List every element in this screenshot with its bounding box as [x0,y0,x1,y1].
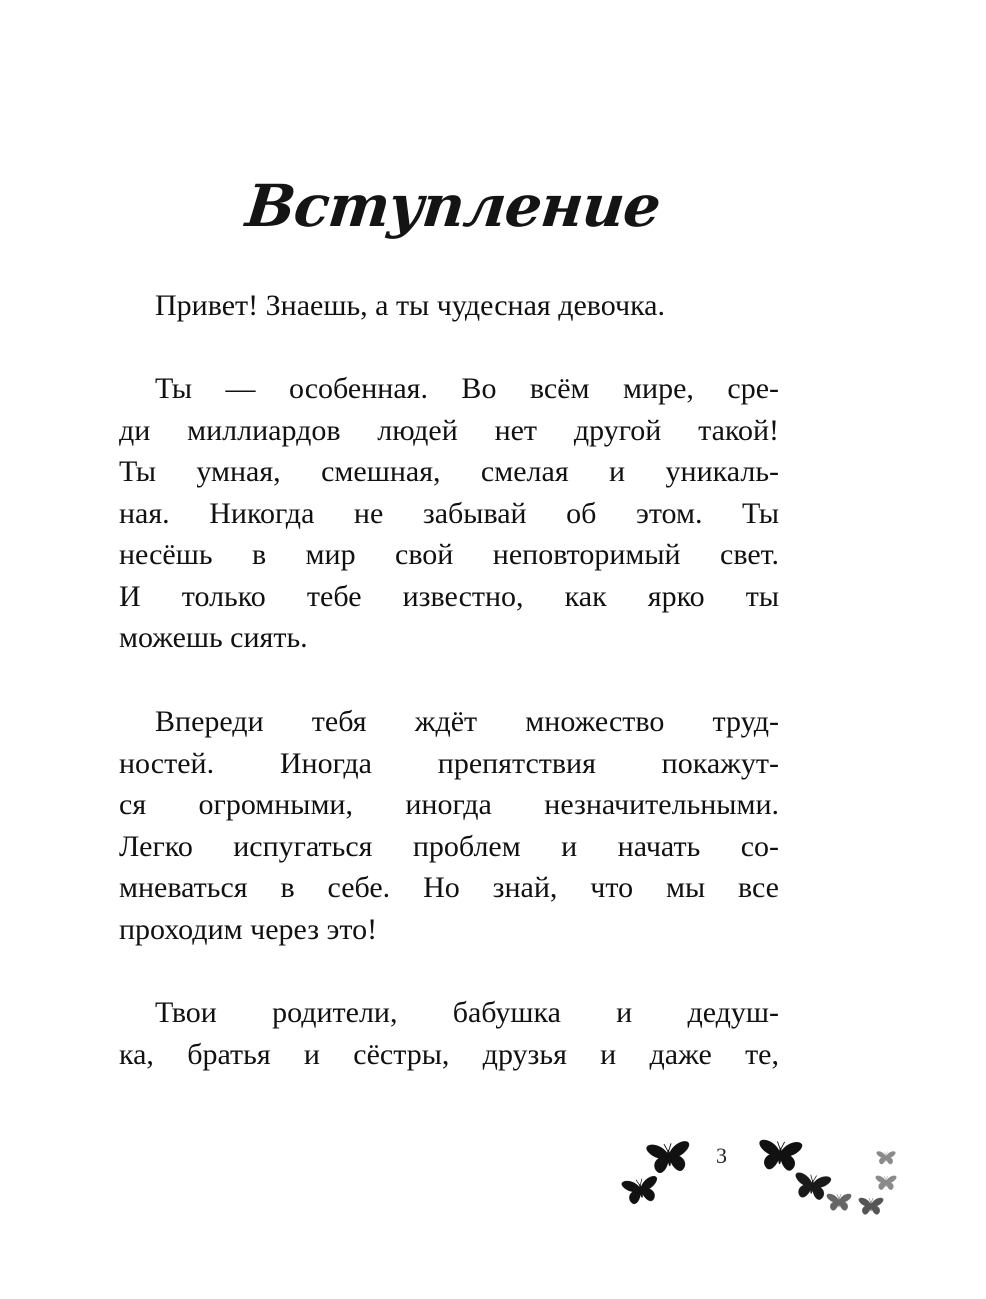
text-line: ка, братья и сёстры, друзья и даже те, [119,1037,779,1071]
text-line: Привет! Знаешь, а ты чудесная девочка. [155,289,665,322]
text-line: ностей. Иногда препятствия покажут- [119,746,779,780]
text-line: ди миллиардов людей нет другой такой! [119,413,779,447]
butterfly-icon [644,1138,694,1179]
butterfly-icon [875,1174,897,1192]
paragraph-3 [119,701,779,950]
butterfly-icon [620,1173,663,1209]
butterfly-icon [858,1196,884,1217]
paragraph-4 [119,992,779,1075]
page-title: Вступление [242,172,664,240]
text-line: Твои родители, бабушка и дедуш- [155,996,779,1029]
text-line: Ты — особенная. Во всём мире, сре- [155,372,779,405]
text-line: ная. Никогда не забывай об этом. Ты [119,496,779,530]
text-line: Ты умная, смешная, смелая и уникаль- [119,455,779,488]
text-line: мневаться в себе. Но знай, что мы все [119,871,779,904]
butterfly-icon [876,1150,896,1166]
text-line: И только тебе известно, как ярко ты [119,579,779,613]
text-line: можешь сиять. [119,621,308,654]
text-line: ся огромными, иногда незначительными. [119,788,779,821]
text-line: Впереди тебя ждёт множество труд- [155,705,779,738]
text-line: проходим через это! [119,912,378,946]
text-line: несёшь в мир свой неповторимый свет. [119,538,779,571]
butterfly-icon [826,1192,852,1213]
paragraph-1 [119,285,779,327]
page-number: 3 [716,1143,727,1168]
text-line: Легко испугаться проблем и начать со- [119,829,779,863]
paragraph-2 [119,368,779,659]
